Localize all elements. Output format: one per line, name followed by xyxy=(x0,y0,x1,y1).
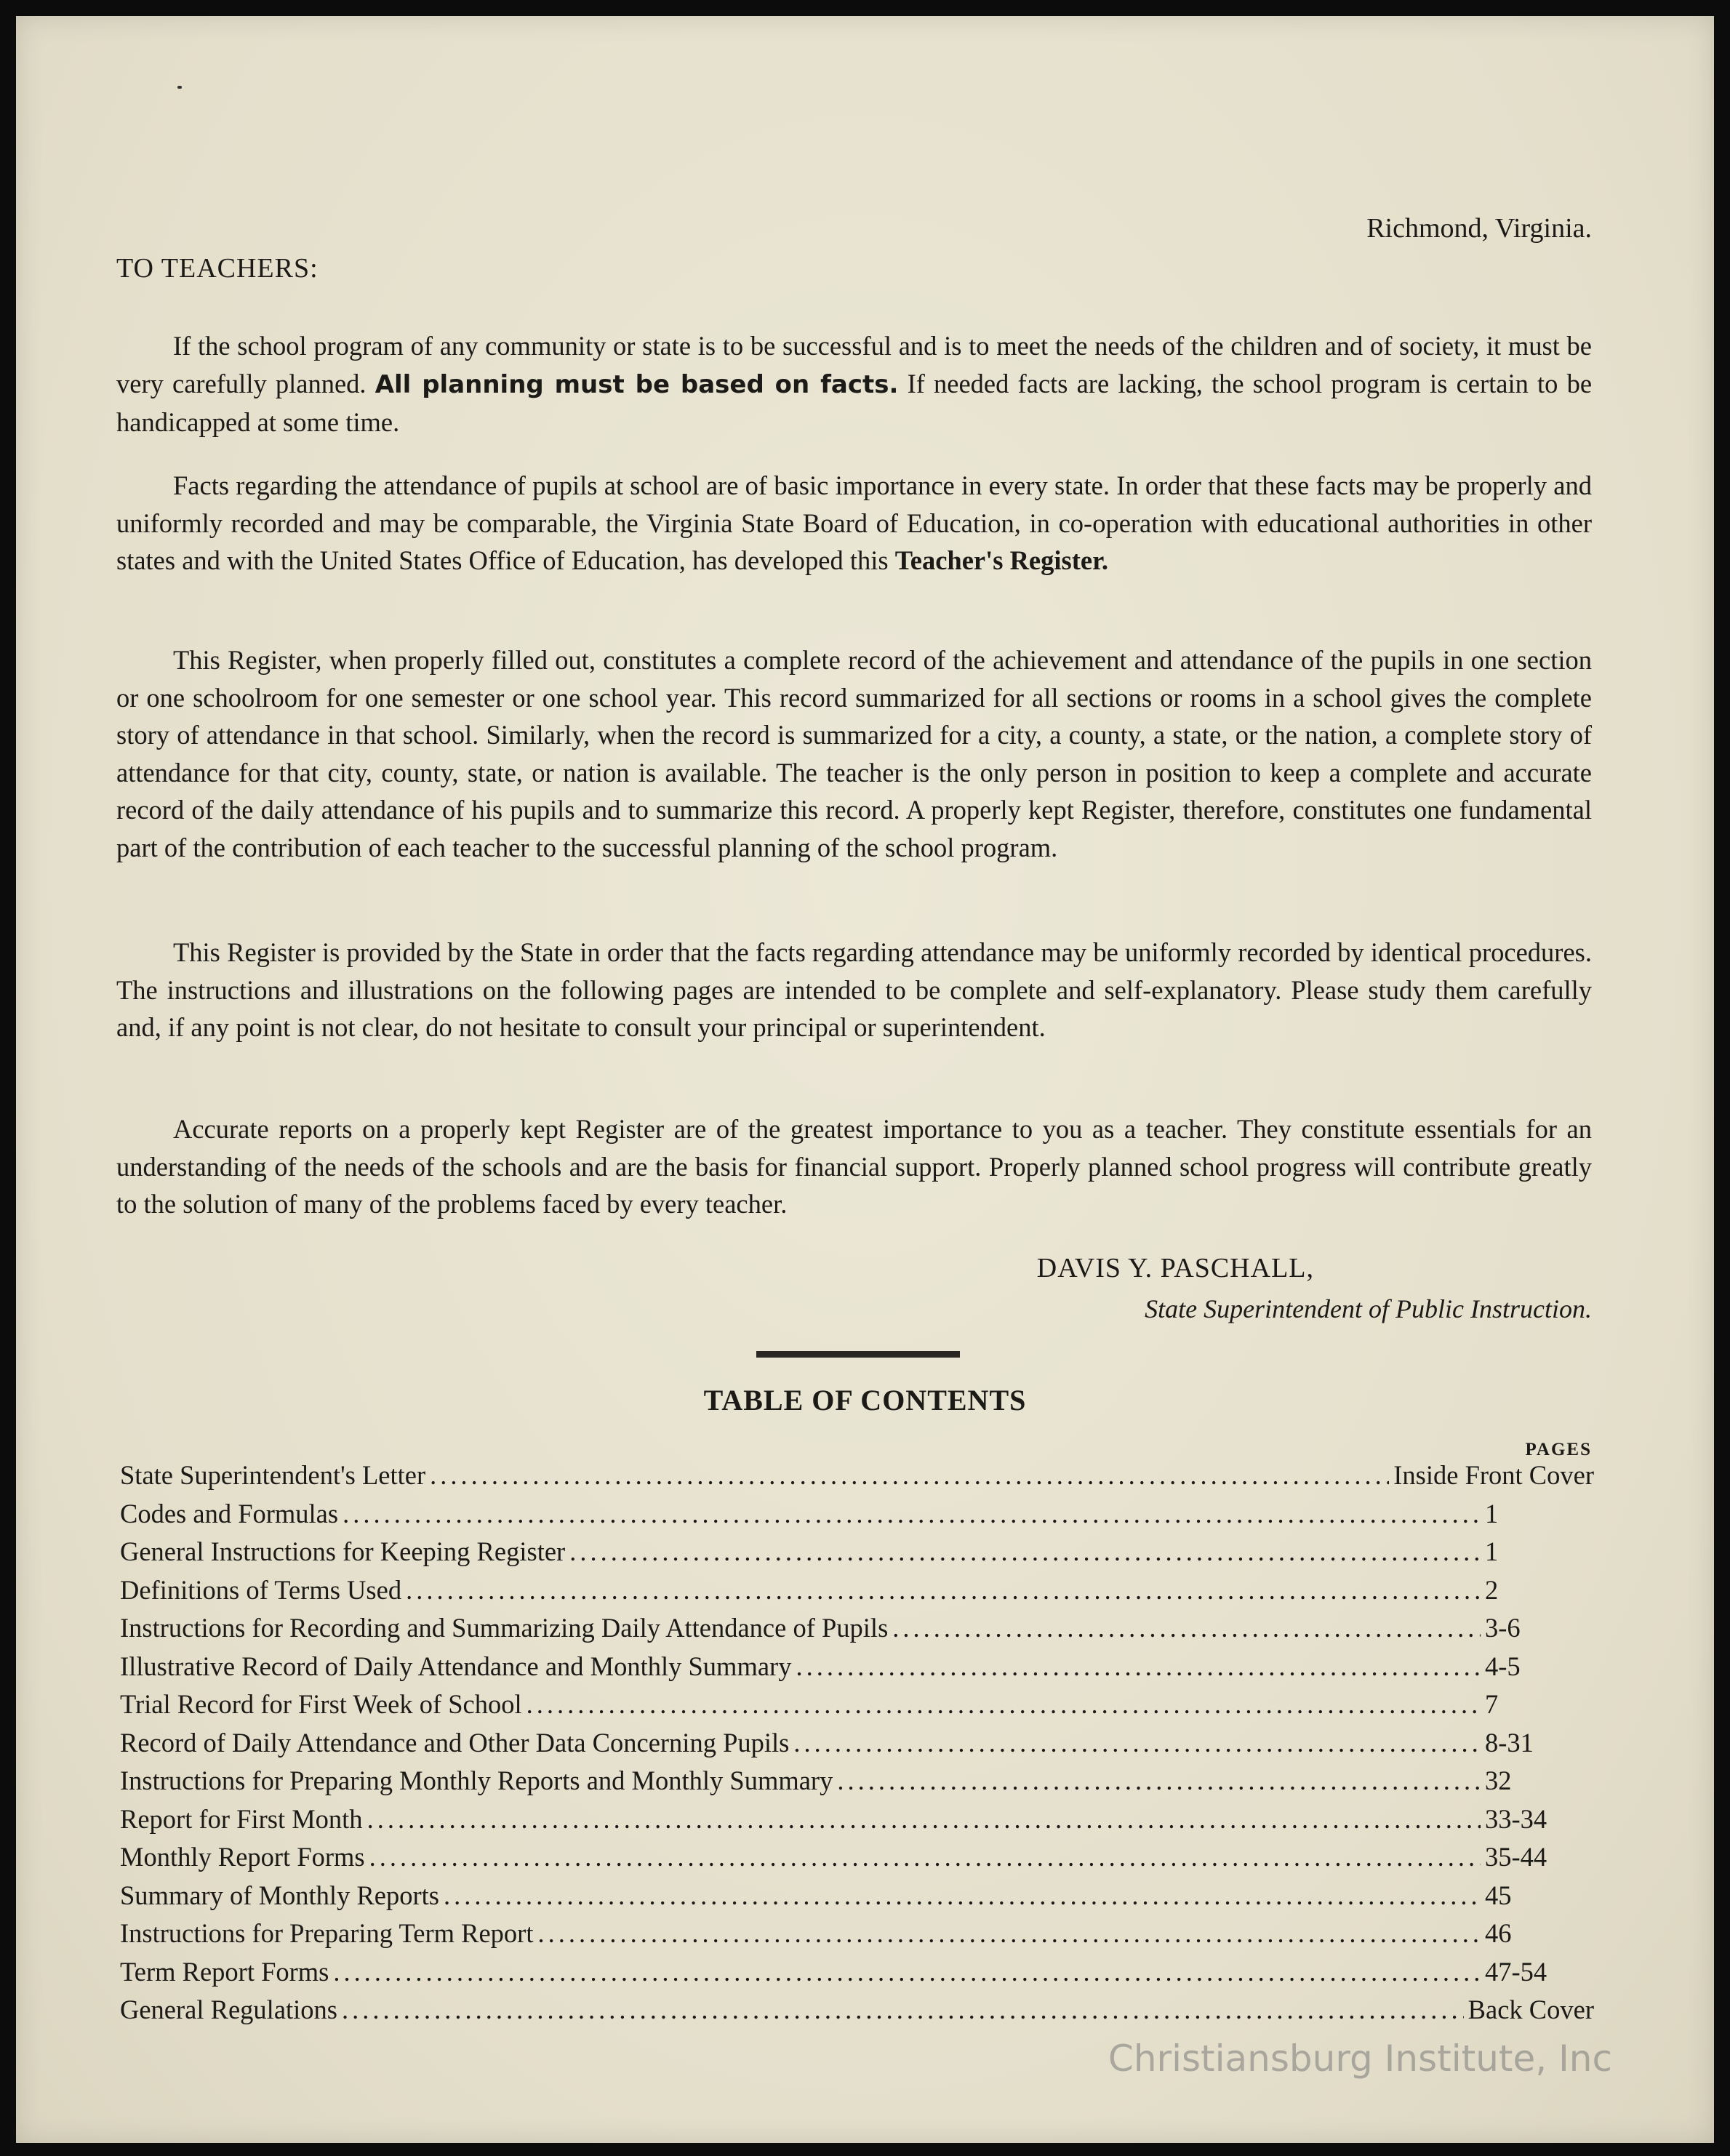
toc-entry xyxy=(120,1841,1594,1880)
toc-entry-page: 32 xyxy=(1485,1766,1512,1795)
toc-entry-title: Instructions for Recording and Summarizing Daily Attendance of Pupils xyxy=(120,1613,889,1643)
toc-dot-leader xyxy=(430,1459,1389,1491)
toc-entry-title: Report for First Month xyxy=(120,1803,363,1834)
letter-paragraph-4: This Register is provided by the State in order that the facts regarding attendance may be uniformly recorded by identical procedures. The instructions and illustrations on the following pages are intended to be complete and self-explanatory. Please study them carefully and, if any point is not clear, do not hesitate to consult your principal or superintendent. xyxy=(116,937,1592,1042)
toc-entry-title: General Regulations xyxy=(120,1995,338,2024)
toc-dot-leader xyxy=(796,1651,1481,1682)
toc-entry-page: 35-44 xyxy=(1485,1842,1547,1872)
toc-entry-title: Illustrative Record of Daily Attendance and Monthly Summary xyxy=(120,1651,792,1681)
table-of-contents xyxy=(120,1459,1594,2032)
toc-dot-leader xyxy=(537,1917,1481,1949)
toc-entry-title: Term Report Forms xyxy=(120,1956,329,1987)
signature-name: DAVIS Y. PASCHALL, xyxy=(1036,1253,1314,1283)
document-page xyxy=(16,16,1714,2143)
toc-entry xyxy=(120,1956,1594,1995)
toc-dot-leader xyxy=(444,1880,1481,1911)
toc-entry xyxy=(120,1459,1594,1498)
toc-entry-page: 4-5 xyxy=(1485,1651,1521,1681)
toc-dot-leader xyxy=(367,1803,1481,1835)
toc-entry-page: 8-31 xyxy=(1485,1727,1534,1758)
toc-entry xyxy=(120,1917,1594,1956)
toc-entry-page: 7 xyxy=(1485,1689,1499,1719)
toc-entry xyxy=(120,1498,1594,1536)
letter-paragraph-1 xyxy=(116,327,1592,441)
toc-dot-leader xyxy=(569,1536,1481,1567)
salutation: TO TEACHERS: xyxy=(116,253,319,284)
signature-title: State Superintendent of Public Instruction. xyxy=(1145,1294,1592,1323)
toc-entry-page: 1 xyxy=(1485,1536,1499,1566)
toc-entry-title: Monthly Report Forms xyxy=(120,1842,365,1872)
toc-dot-leader xyxy=(369,1841,1481,1872)
toc-entry-title: Definitions of Terms Used xyxy=(120,1574,402,1605)
letter-paragraph-2 xyxy=(116,467,1592,580)
p2-emphasis: Teacher's Register. xyxy=(894,545,1109,575)
toc-entry-title: Trial Record for First Week of School xyxy=(120,1689,522,1719)
letter-paragraph-3: This Register, when properly filled out, constitutes a complete record of the achievement and attendance of the pupils in one section or one schoolroom for one semester or one school year. This record summarized for all sections or rooms in a school gives the complete story of attendance in that school. Similarly, when the record is summarized for a city, a county, a state, or the nation, a complete story of attendance for that city, county, state, or nation is available. The teacher is the only person in position to keep a complete and accurate record of the daily attendance of his pupils and to summarize this record. A properly kept Register, therefore, constitutes one fundamental part of the contribution of each teacher to the successful planning of the school program. xyxy=(116,645,1592,862)
toc-entry-title: State Superintendent's Letter xyxy=(120,1460,426,1490)
toc-entry-page: 3-6 xyxy=(1485,1613,1521,1643)
toc-entry xyxy=(120,1727,1594,1766)
toc-dot-leader xyxy=(342,1994,1464,2025)
toc-entry-page: Inside Front Cover xyxy=(1393,1460,1594,1490)
toc-entry-title: Codes and Formulas xyxy=(120,1498,339,1528)
toc-dot-leader xyxy=(526,1688,1481,1720)
section-divider xyxy=(756,1351,960,1358)
toc-entry-page: 2 xyxy=(1485,1574,1499,1605)
toc-entry xyxy=(120,1688,1594,1727)
toc-dot-leader xyxy=(406,1574,1481,1606)
toc-entry xyxy=(120,1651,1594,1689)
p2-text-a: Facts regarding the attendance of pupils at school are of basic importance in every state. In order that these facts may be properly and uniformly recorded and may be comparable, the Virginia State Board of Education, in co-operation with educational authorities in other states and with the United States Office of Education, has developed this xyxy=(116,470,1592,575)
p1-text-a: If the school program of any community or state is to be successful and is to meet the needs of the children and of society, it must be very carefully planned. xyxy=(116,331,1592,398)
toc-entry xyxy=(120,1574,1594,1613)
watermark: Christiansburg Institute, Inc xyxy=(1108,2037,1612,2080)
toc-entry xyxy=(120,1803,1594,1842)
toc-dot-leader xyxy=(793,1727,1481,1758)
toc-entry-page: Back Cover xyxy=(1467,1995,1594,2024)
toc-entry xyxy=(120,1994,1594,2032)
toc-heading: TABLE OF CONTENTS xyxy=(703,1384,1027,1416)
toc-entry-page: 47-54 xyxy=(1485,1956,1547,1987)
place-line: Richmond, Virginia. xyxy=(1366,213,1592,244)
toc-dot-leader xyxy=(892,1612,1481,1643)
toc-entry-page: 45 xyxy=(1485,1880,1512,1910)
toc-entry xyxy=(120,1612,1594,1651)
toc-dot-leader xyxy=(343,1498,1481,1529)
toc-entry-title: Record of Daily Attendance and Other Data Concerning Pupils xyxy=(120,1727,790,1758)
toc-entry-page: 1 xyxy=(1485,1498,1499,1528)
p1-emphasis: All planning must be based on facts. xyxy=(375,369,899,399)
toc-entry xyxy=(120,1880,1594,1918)
toc-entry-title: Instructions for Preparing Monthly Reports and Monthly Summary xyxy=(120,1766,833,1795)
toc-entry xyxy=(120,1536,1594,1574)
toc-entry-title: General Instructions for Keeping Register xyxy=(120,1536,566,1566)
ink-speck xyxy=(177,86,182,89)
toc-dot-leader xyxy=(837,1765,1481,1796)
letter-paragraph-5: Accurate reports on a properly kept Register are of the greatest importance to you as a teacher. They constitute essentials for an understanding of the needs of the schools and are the basis for financial support. Properly planned school progress will contribute greatly to the solution of many of the problems faced by every teacher. xyxy=(116,1114,1592,1219)
toc-entry xyxy=(120,1765,1594,1803)
toc-pages-header: PAGES xyxy=(1525,1440,1592,1459)
toc-entry-title: Summary of Monthly Reports xyxy=(120,1880,439,1910)
toc-entry-page: 46 xyxy=(1485,1918,1512,1948)
toc-entry-title: Instructions for Preparing Term Report xyxy=(120,1918,534,1948)
toc-entry-page: 33-34 xyxy=(1485,1803,1547,1834)
toc-dot-leader xyxy=(333,1956,1481,1987)
p1-text-b: If needed facts are lacking, the school program is certain to be handicapped at some time. xyxy=(116,368,1593,437)
